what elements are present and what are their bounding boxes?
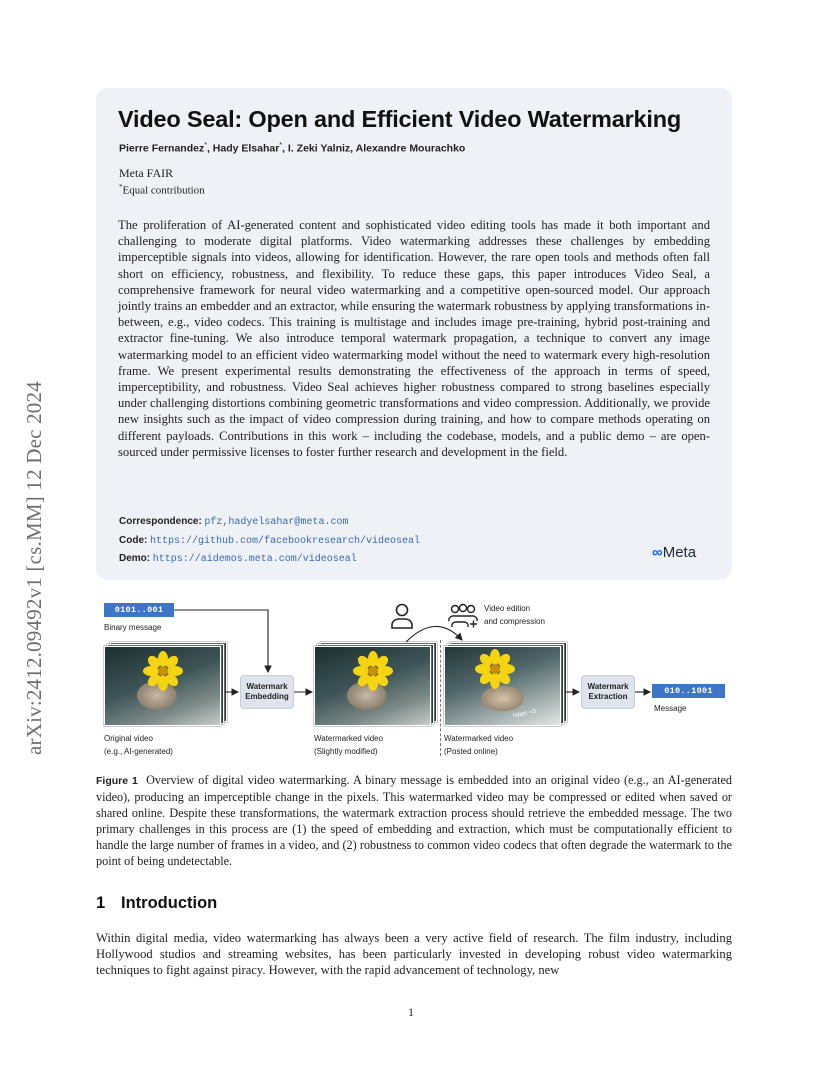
caption-line: Video edition (484, 604, 531, 613)
watermark-embedding-box (240, 675, 294, 709)
author-name: Pierre Fernandez (119, 142, 205, 155)
figure-label: Figure 1 (96, 775, 138, 787)
flower-image (353, 651, 393, 691)
box-line: Watermark (246, 681, 288, 691)
meta-logo (652, 544, 696, 561)
box-line: Watermark (587, 681, 629, 691)
watermarked-video-caption (314, 733, 383, 758)
original-video-frames (104, 646, 225, 730)
demo-link[interactable]: https://aidemos.meta.com/videoseal (152, 554, 357, 565)
user-icon (390, 603, 414, 629)
output-message-box: 010..1001 (652, 684, 725, 698)
caption-line: Watermarked video (444, 734, 514, 743)
code-link[interactable]: https://github.com/facebookresearch/videoseal (149, 535, 421, 547)
flower-image (143, 651, 183, 691)
contribution-note (119, 183, 205, 197)
meta-logo-text: Meta (662, 544, 697, 561)
correspondence-row (119, 513, 420, 532)
contribution-text: Equal contribution (122, 184, 205, 197)
binary-message-box: 0101..001 (104, 603, 174, 617)
video-edition-label (484, 603, 545, 628)
author-name: I. Zeki Yalniz (287, 142, 351, 155)
caption-line: Watermarked video (314, 734, 384, 743)
arxiv-identifier: arXiv:2412.09492v1 [cs.MM] 12 Dec 2024 (22, 381, 46, 755)
watermarked-video-frames (314, 646, 435, 730)
section-number: 1 (96, 894, 106, 912)
caption-line: (e.g., AI-generated) (104, 746, 173, 756)
box-line: Extraction (588, 692, 628, 701)
correspondence-label: Correspondence: (119, 516, 202, 527)
figure-caption (96, 772, 732, 869)
demo-label: Demo: (119, 553, 151, 564)
abstract-text: The proliferation of AI-generated content and sophisticated video editing tools has made it both important and challenging to moderate digital platforms. Video watermarking addresses these challenges by embedding imperceptible signals into videos, allowing for identification. However, the rare open tools and methods often fall short on efficiency, robustness, and flexibility. To reduce these gaps, this paper introduces Video Seal, a comprehensive framework for neural video watermarking and a competitive open-sourced model. Our approach jointly trains an embedder and an extractor, while ensuring the watermark robustness by applying transformations in-between, e.g., video codecs. This training is multistage and includes image pre-training, hybrid post-training and extractor fine-tuning. We also introduce temporal watermark propagation, a technique to convert any image watermarking model to an efficient video watermarking model without the need to watermark every high-resolution frame. We present experimental results demonstrating the effectiveness of the approach in terms of speed, imperceptibility, and robustness. Video Seal achieves higher robustness compared to strong baselines especially under challenging distortions combining geometric transformations and video compression. Additionally, we provide new insights such as the impact of video compression during training, and how to compare methods operating on different payloads. Contributions in this work – including the codebase, models, and a public demo – are open-sourced under permissive licenses to foster further research and development in the field. (118, 218, 710, 459)
box-line: Embedding (245, 692, 289, 701)
page-number: 1 (408, 1005, 414, 1019)
author-mark: * (204, 142, 207, 149)
online-separator (440, 640, 441, 756)
section-heading (96, 894, 217, 913)
posted-video-caption (444, 733, 513, 758)
video-frame (104, 646, 221, 726)
contribution-mark: * (119, 183, 123, 191)
author-mark: * (279, 142, 283, 149)
caption-line: (Slightly modified) (314, 746, 378, 756)
caption-line: (Posted online) (444, 746, 498, 756)
output-message-label: Message (654, 704, 687, 713)
paper-title: Video Seal: Open and Efficient Video Watermarking (118, 106, 682, 132)
introduction-text: Within digital media, video watermarking has always been a very active field of research. The film industry, including Hollywood studios and streaming websites, has been particularly invested in developing robust video watermarking techniques to fight against piracy. However, with the rapid advancement of technology, new (96, 931, 732, 978)
embedding-label (245, 682, 289, 703)
posted-video-frames (444, 646, 565, 730)
author-list: Pierre Fernandez*, Hady Elsahar*, I. Zeki Yalniz, Alexandre Mourachko (119, 142, 466, 155)
frame-overlay-text: hippo <3 (512, 708, 537, 720)
video-frame (444, 646, 561, 726)
caption-line: Original video (104, 734, 153, 743)
watermark-extraction-box (581, 675, 635, 709)
figure-caption-text: Overview of digital video watermarking. A binary message is embedded into an original video (e.g., an AI-generated video), producing an imperceptible change in the pixels. This watermarked video may be compressed or edited when saved or shared online. Despite these transformations, the watermark extraction process should retrieve the embedded message. The two primary challenges in this process are (1) the speed of embedding and extraction, which must be computationally efficient to handle the large number of frames in a video, and (2) robustness to common video codecs that often degrade the watermark to the point of being undetectable. (96, 773, 733, 868)
original-video-caption (104, 733, 173, 758)
author-name: Alexandre Mourachko (355, 142, 466, 155)
section-title: Introduction (121, 894, 218, 912)
code-label: Code: (119, 534, 148, 546)
affiliation: Meta FAIR (119, 166, 174, 180)
binary-message-label: Binary message (104, 623, 162, 632)
correspondence-email-link[interactable]: pfz,hadyelsahar@meta.com (204, 517, 349, 528)
extraction-label (587, 682, 628, 703)
meta-infinity-icon: ∞ (652, 544, 663, 561)
code-row (119, 532, 420, 551)
author-name: Hady Elsahar (212, 142, 280, 155)
user-group-add-icon (448, 603, 478, 629)
link-list (119, 513, 420, 569)
flower-image (475, 649, 515, 689)
caption-line: and compression (484, 616, 545, 626)
video-frame (314, 646, 431, 726)
demo-row (119, 550, 420, 569)
